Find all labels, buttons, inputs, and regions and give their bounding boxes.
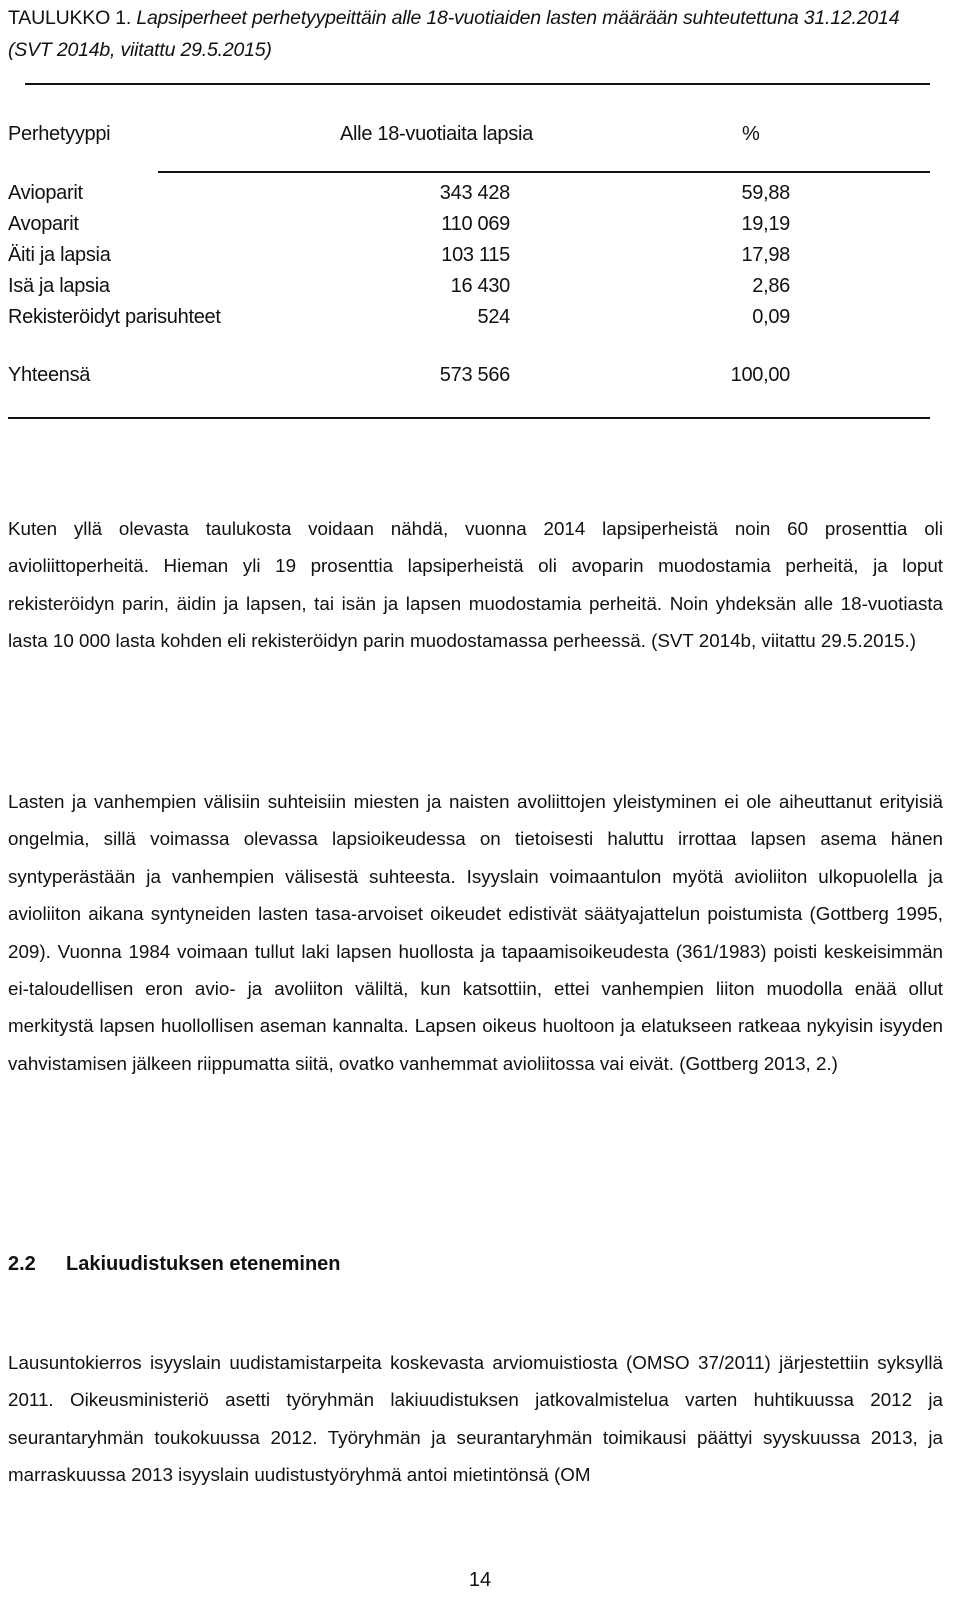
row-percent: 2,86 bbox=[752, 275, 790, 297]
row-type: Avioparit bbox=[8, 182, 83, 204]
table-row bbox=[0, 177, 960, 209]
row-count: 103 115 bbox=[441, 244, 510, 266]
table-header-row bbox=[0, 118, 960, 150]
row-count: 524 bbox=[477, 306, 510, 328]
paragraph-1: Kuten yllä olevasta taulukosta voidaan nähdä, vuonna 2014 lapsiperheistä noin 60 prosenttia oli avioliittoperheitä. Hieman yli 19 prosenttia lapsiperheistä oli avoparin muodostamia perheitä, ja loput rekisteröidyn parin, äidin ja lapsen, tai isän ja lapsen muodostamia perheitä. Noin yhdeksän alle 18-vuotiasta lasta 10 000 lasta kohden eli rekisteröidyn parin muodostamassa perheessä. (SVT 2014b, viitattu 29.5.2015.) bbox=[8, 518, 943, 652]
table-caption bbox=[8, 2, 943, 66]
table-row bbox=[0, 270, 960, 302]
table-top-rule bbox=[25, 83, 930, 85]
header-alle-18: Alle 18-vuotiaita lapsia bbox=[340, 123, 533, 145]
total-count: 573 566 bbox=[439, 364, 510, 386]
page-number: 14 bbox=[468, 1569, 492, 1591]
row-count: 110 069 bbox=[441, 213, 510, 235]
row-percent: 0,09 bbox=[752, 306, 790, 328]
row-percent: 17,98 bbox=[741, 244, 790, 266]
row-count: 343 428 bbox=[439, 182, 510, 204]
section-heading bbox=[8, 1244, 341, 1284]
row-type: Avoparit bbox=[8, 213, 79, 235]
row-percent: 59,88 bbox=[741, 182, 790, 204]
section-number: 2.2 bbox=[8, 1253, 36, 1275]
row-count: 16 430 bbox=[450, 275, 510, 297]
table-caption-label: TAULUKKO 1. bbox=[8, 7, 132, 29]
total-label: Yhteensä bbox=[8, 364, 91, 386]
row-type: Äiti ja lapsia bbox=[8, 244, 111, 266]
paragraph-2: Lasten ja vanhempien välisiin suhteisiin miesten ja naisten avoliittojen yleistyminen ei ole aiheuttanut erityisiä ongelmia, sillä voimassa olevassa lapsioikeudessa on tietoisesti haluttu irrottaa lapsen asema hänen syntyperästään ja vanhempien välisestä suhteesta. Isyyslain voimaantulon myötä avioliiton ulkopuolella ja avioliiton aikana syntyneiden lasten tasa-arvoiset oikeudet edistivät säätyajattelun poistumista (Gottberg 1995, 209). Vuonna 1984 voimaan tullut laki lapsen huollosta ja tapaamisoikeudesta (361/1983) poisti keskeisimmän ei-taloudellisen eron avio- ja avoliiton väliltä, kun katsottiin, ettei vanhempien liiton muodolla enää ollut merkitystä lapsen huollollisen aseman kannalta. Lapsen oikeus huoltoon ja elatukseen ratkeaa nykyisin isyyden vahvistamisen jälkeen riippumatta siitä, ovatko vanhemmat avioliitossa vai eivät. (Gottberg 2013, 2.) bbox=[8, 791, 943, 1074]
section-title: Lakiuudistuksen eteneminen bbox=[66, 1253, 341, 1275]
row-percent: 19,19 bbox=[741, 213, 790, 235]
table-row bbox=[0, 301, 960, 333]
header-perhetyyppi: Perhetyyppi bbox=[8, 123, 111, 145]
row-type: Rekisteröidyt parisuhteet bbox=[8, 306, 221, 328]
total-percent: 100,00 bbox=[730, 364, 790, 386]
paragraph-3: Lausuntokierros isyyslain uudistamistarpeita koskevasta arviomuistiosta (OMSO 37/2011) järjestettiin syksyllä 2011. Oikeusministeriö asetti työryhmän lakiuudistuksen jatkovalmistelua varten huhtikuussa 2012 ja seurantaryhmän toukokuussa 2012. Työryhmän ja seurantaryhmän toimikausi päättyi syyskuussa 2013, ja marraskuussa 2013 isyyslain uudistustyöryhmä antoi mietintönsä (OM bbox=[8, 1352, 943, 1486]
table-row bbox=[0, 239, 960, 271]
table-bottom-rule bbox=[8, 417, 930, 419]
table-total-row bbox=[0, 359, 960, 391]
table-row bbox=[0, 208, 960, 240]
row-type: Isä ja lapsia bbox=[8, 275, 110, 297]
table-header-rule bbox=[158, 171, 930, 173]
table-caption-text: Lapsiperheet perhetyypeittäin alle 18-vuotiaiden lasten määrään suhteutettuna 31.12.2014 (SVT 2014b, viitattu 29.5.2015) bbox=[8, 7, 900, 61]
header-percent: % bbox=[742, 123, 760, 145]
